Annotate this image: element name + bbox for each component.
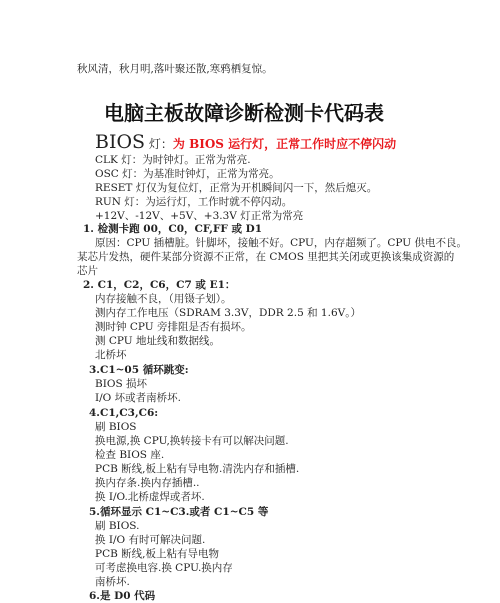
text-line: BIOS 损坏	[95, 378, 148, 390]
text-line: 刷 BIOS	[95, 421, 137, 433]
text-line: 换 I/O 有时可解决问题.	[95, 534, 206, 546]
text-line: +12V、-12V、+5V、+3.3V 灯正常为常亮	[95, 210, 304, 222]
section-heading: 4.C1,C3,C6:	[89, 407, 159, 419]
text-line: 换 I/O.北桥虚焊或者坏.	[95, 491, 205, 503]
text-line: 内存接触不良，（用镊子划）。	[95, 293, 232, 305]
text-line: 测内存工作电压（SDRAM 3.3V，DDR 2.5 和 1.6V。）	[95, 307, 361, 319]
bios-highlight: 为 BIOS 运行灯，正常工作时应不停闪动	[172, 137, 397, 151]
text-line: 测 CPU 地址线和数据线。	[95, 335, 220, 347]
text-line: 可考虑换电容.换 CPU.换内存	[95, 562, 233, 574]
text-line: PCB 断线,板上粘有导电物.清洗内存和插槽.	[95, 463, 300, 475]
text-line: 芯片	[77, 265, 98, 277]
section-heading: 1. 检测卡跑 00，C0，CF,FF 或 D1	[83, 223, 263, 235]
text-line: 换内存条.换内存插槽..	[95, 477, 200, 489]
text-line: RESET 灯仅为复位灯，正常为开机瞬间闪一下，然后熄灭。	[95, 182, 378, 194]
bios-colon: 灯：	[145, 137, 173, 151]
text-line: CLK 灯：为时钟灯。正常为常亮.	[95, 154, 251, 166]
text-line: 南桥坏.	[95, 576, 130, 588]
bios-light-line	[95, 131, 396, 153]
text-line: 北桥坏	[95, 349, 127, 361]
bios-label: BIOS	[95, 131, 146, 153]
text-line: I/O 坏或者南桥坏.	[95, 392, 181, 404]
text-line: 刷 BIOS.	[95, 520, 140, 532]
text-line: PCB 断线,板上粘有导电物	[95, 548, 219, 560]
text-line: OSC 灯：为基准时钟灯，正常为常亮。	[95, 168, 280, 180]
section-heading: 2. C1，C2，C6，C7 或 E1：	[83, 279, 236, 291]
section-heading: 3.C1~05 循环跳变:	[89, 364, 189, 376]
section-heading: 5.循环显示 C1~C3.或者 C1~C5 等	[89, 506, 269, 518]
page-title: 电脑主板故障诊断检测卡代码表	[104, 101, 384, 125]
text-line: 某芯片发热，硬件某部分资源不正常，在 CMOS 里把其关闭或更换该集成资源的	[77, 251, 455, 263]
text-line: RUN 灯：为运行灯，工作时就不停闪动。	[95, 196, 293, 208]
text-line: 原因：CPU 插槽脏。针脚坏，接触不好。CPU，内存超频了。CPU 供电不良。	[95, 237, 467, 249]
intro-text: 秋风清，秋月明,落叶聚还散,寒鸦栖复惊。	[77, 63, 273, 75]
text-line: 测时钟 CPU 旁排阻是否有损坏。	[95, 321, 252, 333]
section-heading: 6.是 D0 代码	[89, 590, 156, 602]
text-line: 换电源,换 CPU,换转接卡有可以解决问题.	[95, 435, 289, 447]
text-line: 检查 BIOS 座.	[95, 449, 165, 461]
